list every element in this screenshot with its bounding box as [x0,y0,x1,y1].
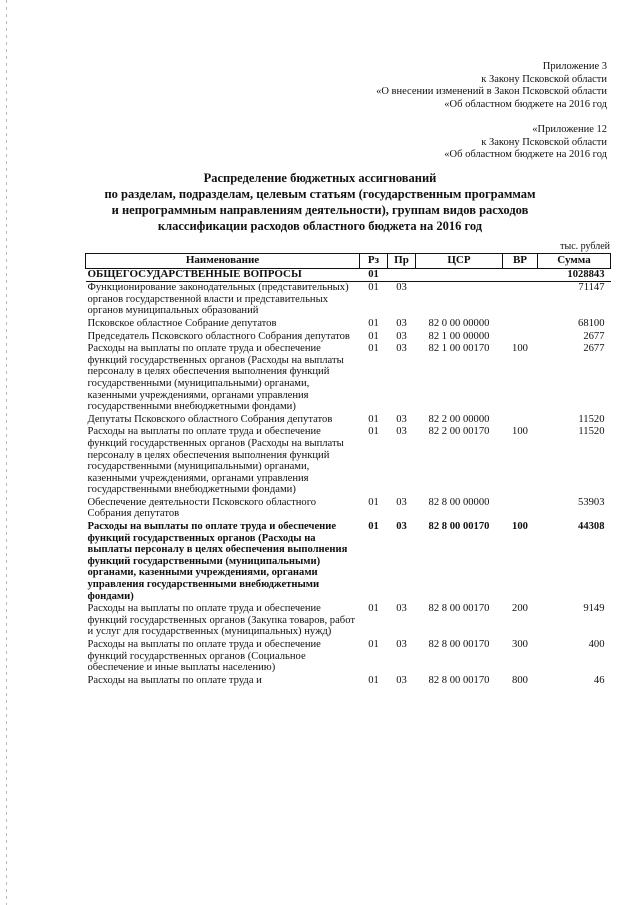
row-csr: 82 8 00 00170 [428,521,490,533]
row-csr [416,268,503,282]
table-row [86,268,611,282]
row-pr: 03 [396,317,407,329]
row-name: Обеспечение деятельности Псковского областного Собрания депутатов [87,496,317,520]
table-row [86,414,611,427]
row-rz: 01 [368,343,379,355]
row-vr: 100 [512,426,528,438]
row-pr: 03 [396,282,407,294]
row-name: Функционирование законодательных (представительных) органов государственной власти и представительных органов муниципальных образований [87,282,349,317]
row-csr [416,282,503,318]
row-pr [388,268,416,282]
row-rz: 01 [368,521,379,533]
row-vr [503,497,538,521]
row-name: Расходы на выплаты по оплате труда и обеспечение функций государственных органов (Социальное обеспечение и иные выплаты населению) [87,639,321,674]
row-pr: 03 [396,426,407,438]
appendix-line: к Закону Псковской области [481,73,607,85]
document-title [60,170,580,234]
title-line: классификации расходов областного бюджета на 2016 год [157,219,483,233]
appendix-header-bottom [444,124,607,162]
row-vr: 100 [512,521,528,533]
table-row [86,282,611,318]
row-sum: 53903 [578,496,605,508]
row-csr: 82 8 00 00000 [428,496,490,508]
title-line: Распределение бюджетных ассигнований [203,171,437,185]
table-row [86,675,611,688]
title-line: по разделам, подразделам, целевым статьям (государственным программам [104,187,536,201]
appendix-line: «Об областном бюджете на 2016 год [444,149,607,160]
table-row [86,318,611,331]
row-rz: 01 [368,413,379,425]
row-name: Псковское областное Собрание депутатов [87,317,277,329]
row-vr [503,268,538,282]
header-vr: ВР [503,254,538,269]
row-rz: 01 [368,603,379,615]
row-sum: 44308 [578,521,605,533]
row-csr: 82 1 00 00170 [428,343,490,355]
table-header-row [86,254,611,269]
table-row [86,521,611,603]
row-name: Расходы на выплаты по оплате труда и обеспечение функций государственных органов (Расходы на выплаты персоналу в целях обеспечения выполнения функций государственными (муниципальными) органами, казенными учреждениями, органами управления государственными внебюджетными фондами) [87,426,344,496]
row-name: Расходы на выплаты по оплате труда и обеспечение функций государственных органов (Расходы на выплаты персоналу в целях обеспечения выполнения функций государственными (муниципальными) органами, казенными учреждениями, органами управления государственными внебюджетными фондами) [87,521,348,602]
row-pr: 03 [396,330,407,342]
row-name: Расходы на выплаты по оплате труда и [87,674,262,686]
appendix-line: «Приложение 12 [532,124,607,135]
row-name: Расходы на выплаты по оплате труда и обеспечение функций государственных органов (Закупка товаров, работ и услуг для государственных (муниципальных) нужд) [87,603,355,638]
row-rz: 01 [368,282,379,294]
table-row [86,603,611,639]
header-sum: Сумма [538,254,611,269]
row-rz: 01 [360,268,388,282]
row-sum: 11520 [578,426,605,438]
units-label: тыс. рублей [560,241,610,252]
row-vr: 100 [512,343,528,355]
row-csr: 82 8 00 00170 [428,603,490,615]
row-vr [503,318,538,331]
appendix-line: «О внесении изменений в Закон Псковской области [376,86,607,97]
row-pr: 03 [396,603,407,615]
header-csr: ЦСР [416,254,503,269]
budget-table [85,253,611,687]
appendix-line: к Закону Псковской области [481,136,607,148]
row-pr: 03 [396,496,407,508]
appendix-header-top [376,61,607,111]
appendix-line: «Об областном бюджете на 2016 год [444,98,607,110]
title-line: и непрограммным направлениям деятельности), группам видов расходов [111,203,529,217]
row-rz: 01 [368,496,379,508]
row-csr: 82 0 00 00000 [428,317,490,329]
table-row [86,331,611,344]
row-sum: 46 [593,674,605,686]
row-vr: 800 [512,674,528,686]
row-csr: 82 8 00 00170 [428,674,490,686]
header-name: Наименование [86,254,360,269]
row-pr: 03 [396,639,407,650]
row-sum: 11520 [578,413,605,425]
row-name: Председатель Псковского областного Собрания депутатов [87,330,350,342]
table-row [86,639,611,675]
row-name: Депутаты Псковского областного Собрания депутатов [87,413,333,425]
appendix-line: Приложение 3 [542,61,607,72]
row-rz: 01 [368,317,379,329]
row-sum: 2677 [583,330,605,342]
row-pr: 03 [396,343,407,355]
row-pr: 03 [396,521,407,533]
table-row [86,497,611,521]
row-name: Расходы на выплаты по оплате труда и обеспечение функций государственных органов (Расходы на выплаты персоналу в целях обеспечения выполнения функций государственными (муниципальными) органами, казенными учреждениями, органами управления государственными внебюджетными фондами) [87,343,344,413]
header-rz: Рз [360,254,388,269]
row-rz: 01 [368,674,379,686]
row-csr: 82 1 00 00000 [428,330,490,342]
row-rz: 01 [368,330,379,342]
row-sum: 1028843 [538,268,611,282]
table-row [86,343,611,414]
row-sum: 68100 [578,317,605,329]
row-csr: 82 2 00 00000 [428,413,490,425]
row-vr [503,331,538,344]
row-vr: 300 [512,639,528,650]
row-vr [503,414,538,427]
row-sum: 400 [588,639,605,650]
row-csr: 82 8 00 00170 [428,639,490,650]
row-sum: 9149 [583,603,605,615]
scan-edge [6,0,7,905]
row-vr: 200 [512,603,528,615]
row-rz: 01 [368,426,379,438]
row-sum: 71147 [578,282,605,294]
row-rz: 01 [368,639,379,650]
row-name: ОБЩЕГОСУДАРСТВЕННЫЕ ВОПРОСЫ [86,268,360,282]
row-sum: 2677 [583,343,605,355]
row-pr: 03 [396,674,407,686]
header-pr: Пр [388,254,416,269]
row-vr [503,282,538,318]
row-csr: 82 2 00 00170 [428,426,490,438]
table-row [86,426,611,497]
row-pr: 03 [396,413,407,425]
